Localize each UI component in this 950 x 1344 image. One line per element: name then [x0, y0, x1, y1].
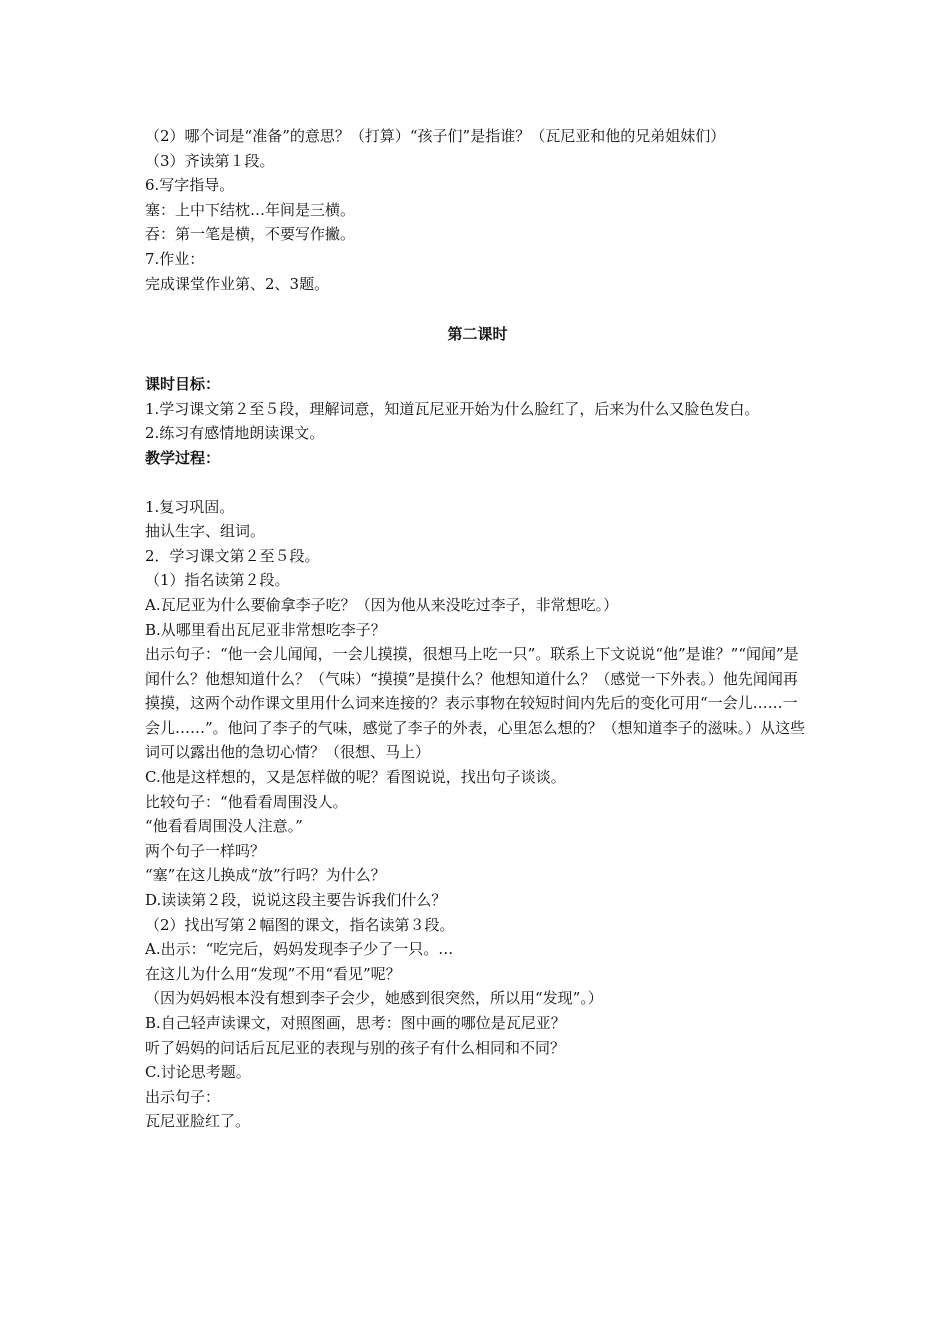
text-line: 7.作业： — [145, 249, 205, 268]
process-line: （1）指名读第２段。 — [145, 571, 290, 590]
process-line: D.读读第２段，说说这段主要告诉我们什么？ — [145, 891, 447, 910]
text-line: （2）哪个词是“准备”的意思？（打算）“孩子们”是指谁？（瓦尼亚和他的兄弟姐妹们） — [145, 127, 726, 145]
process-line: 瓦尼亚脸红了。 — [145, 1112, 251, 1131]
text-line: 吞：第一笔是横，不要写作撇。 — [145, 225, 356, 244]
process-line: A.瓦尼亚为什么要偷拿李子吃？（因为他从来没吃过李子，非常想吃。） — [145, 595, 619, 614]
text-line: （3）齐读第１段。 — [145, 151, 275, 170]
section-1 — [145, 124, 810, 296]
process-line: 两个句子一样吗？ — [145, 841, 266, 860]
process-heading: 教学过程： — [145, 448, 221, 467]
objectives-section — [145, 372, 810, 446]
process-line: （2）找出写第２幅图的课文，指名读第３段。 — [145, 915, 455, 934]
lesson-title: 第二课时 — [447, 325, 508, 344]
process-section — [145, 446, 810, 1134]
process-line: 抽认生字、组词。 — [145, 522, 266, 541]
process-line: A.出示：“吃完后，妈妈发现李子少了一只。… — [145, 940, 454, 959]
objective-line: 1.学习课文第２至５段，理解词意，知道瓦尼亚开始为什么脸红了，后来为什么又脸色发白。 — [145, 399, 760, 418]
process-line: C.他是这样想的，又是怎样做的呢？看图说说，找出句子谈谈。 — [145, 768, 566, 787]
document-page — [145, 124, 810, 1134]
process-line: B.从哪里看出瓦尼亚非常想吃李子？ — [145, 620, 386, 639]
process-line: 2．学习课文第２至５段。 — [145, 546, 320, 565]
process-line: C.讨论思考题。 — [145, 1063, 251, 1082]
process-line: “他看看周围没人注意。” — [145, 817, 303, 836]
process-line: 出示句子： — [145, 1087, 221, 1106]
process-line: “塞”在这儿换成“放”行吗？为什么？ — [145, 866, 386, 885]
process-line: 比较句子：“他看看周围没人。 — [145, 792, 348, 811]
process-line: 听了妈妈的问话后瓦尼亚的表现与别的孩子有什么相同和不同？ — [145, 1038, 566, 1057]
process-line: （因为妈妈根本没有想到李子会少，她感到很突然，所以用“发现”。） — [145, 989, 603, 1008]
text-line: 塞：上中下结枕…年间是三横。 — [145, 200, 356, 219]
process-line: 1.复习巩固。 — [145, 497, 235, 516]
process-line: B.自己轻声读课文，对照图画，思考：图中画的哪位是瓦尼亚？ — [145, 1014, 566, 1032]
process-line: 在这儿为什么用“发现”不用“看见”呢？ — [145, 964, 401, 983]
text-line: 6.写字指导。 — [145, 176, 235, 195]
text-line: 完成课堂作业第、2、3题。 — [145, 274, 330, 293]
process-line: 出示句子：“他一会儿闻闻，一会儿摸摸，很想马上吃一只”。联系上下文说说“他”是谁？”“闻闻”是闻什么？他想知道什么？（气味）“摸摸”是摸什么？他想知道什么？（感觉一下外表。）他先闻闻再摸摸，这两个动作课文里用什么词来连接的？表示事物在较短时间内先后的变化可用“一会儿……一会儿……”。他问了李子的气味，感觉了李子的外表，心里怎么想的？（想知道李子的滋味。）从这些词可以露出他的急切心情？（很想、马上） — [145, 645, 806, 762]
objective-line: 2.练习有感情地朗读课文。 — [145, 424, 325, 443]
blank-line — [145, 471, 810, 495]
objectives-heading: 课时目标： — [145, 375, 221, 394]
